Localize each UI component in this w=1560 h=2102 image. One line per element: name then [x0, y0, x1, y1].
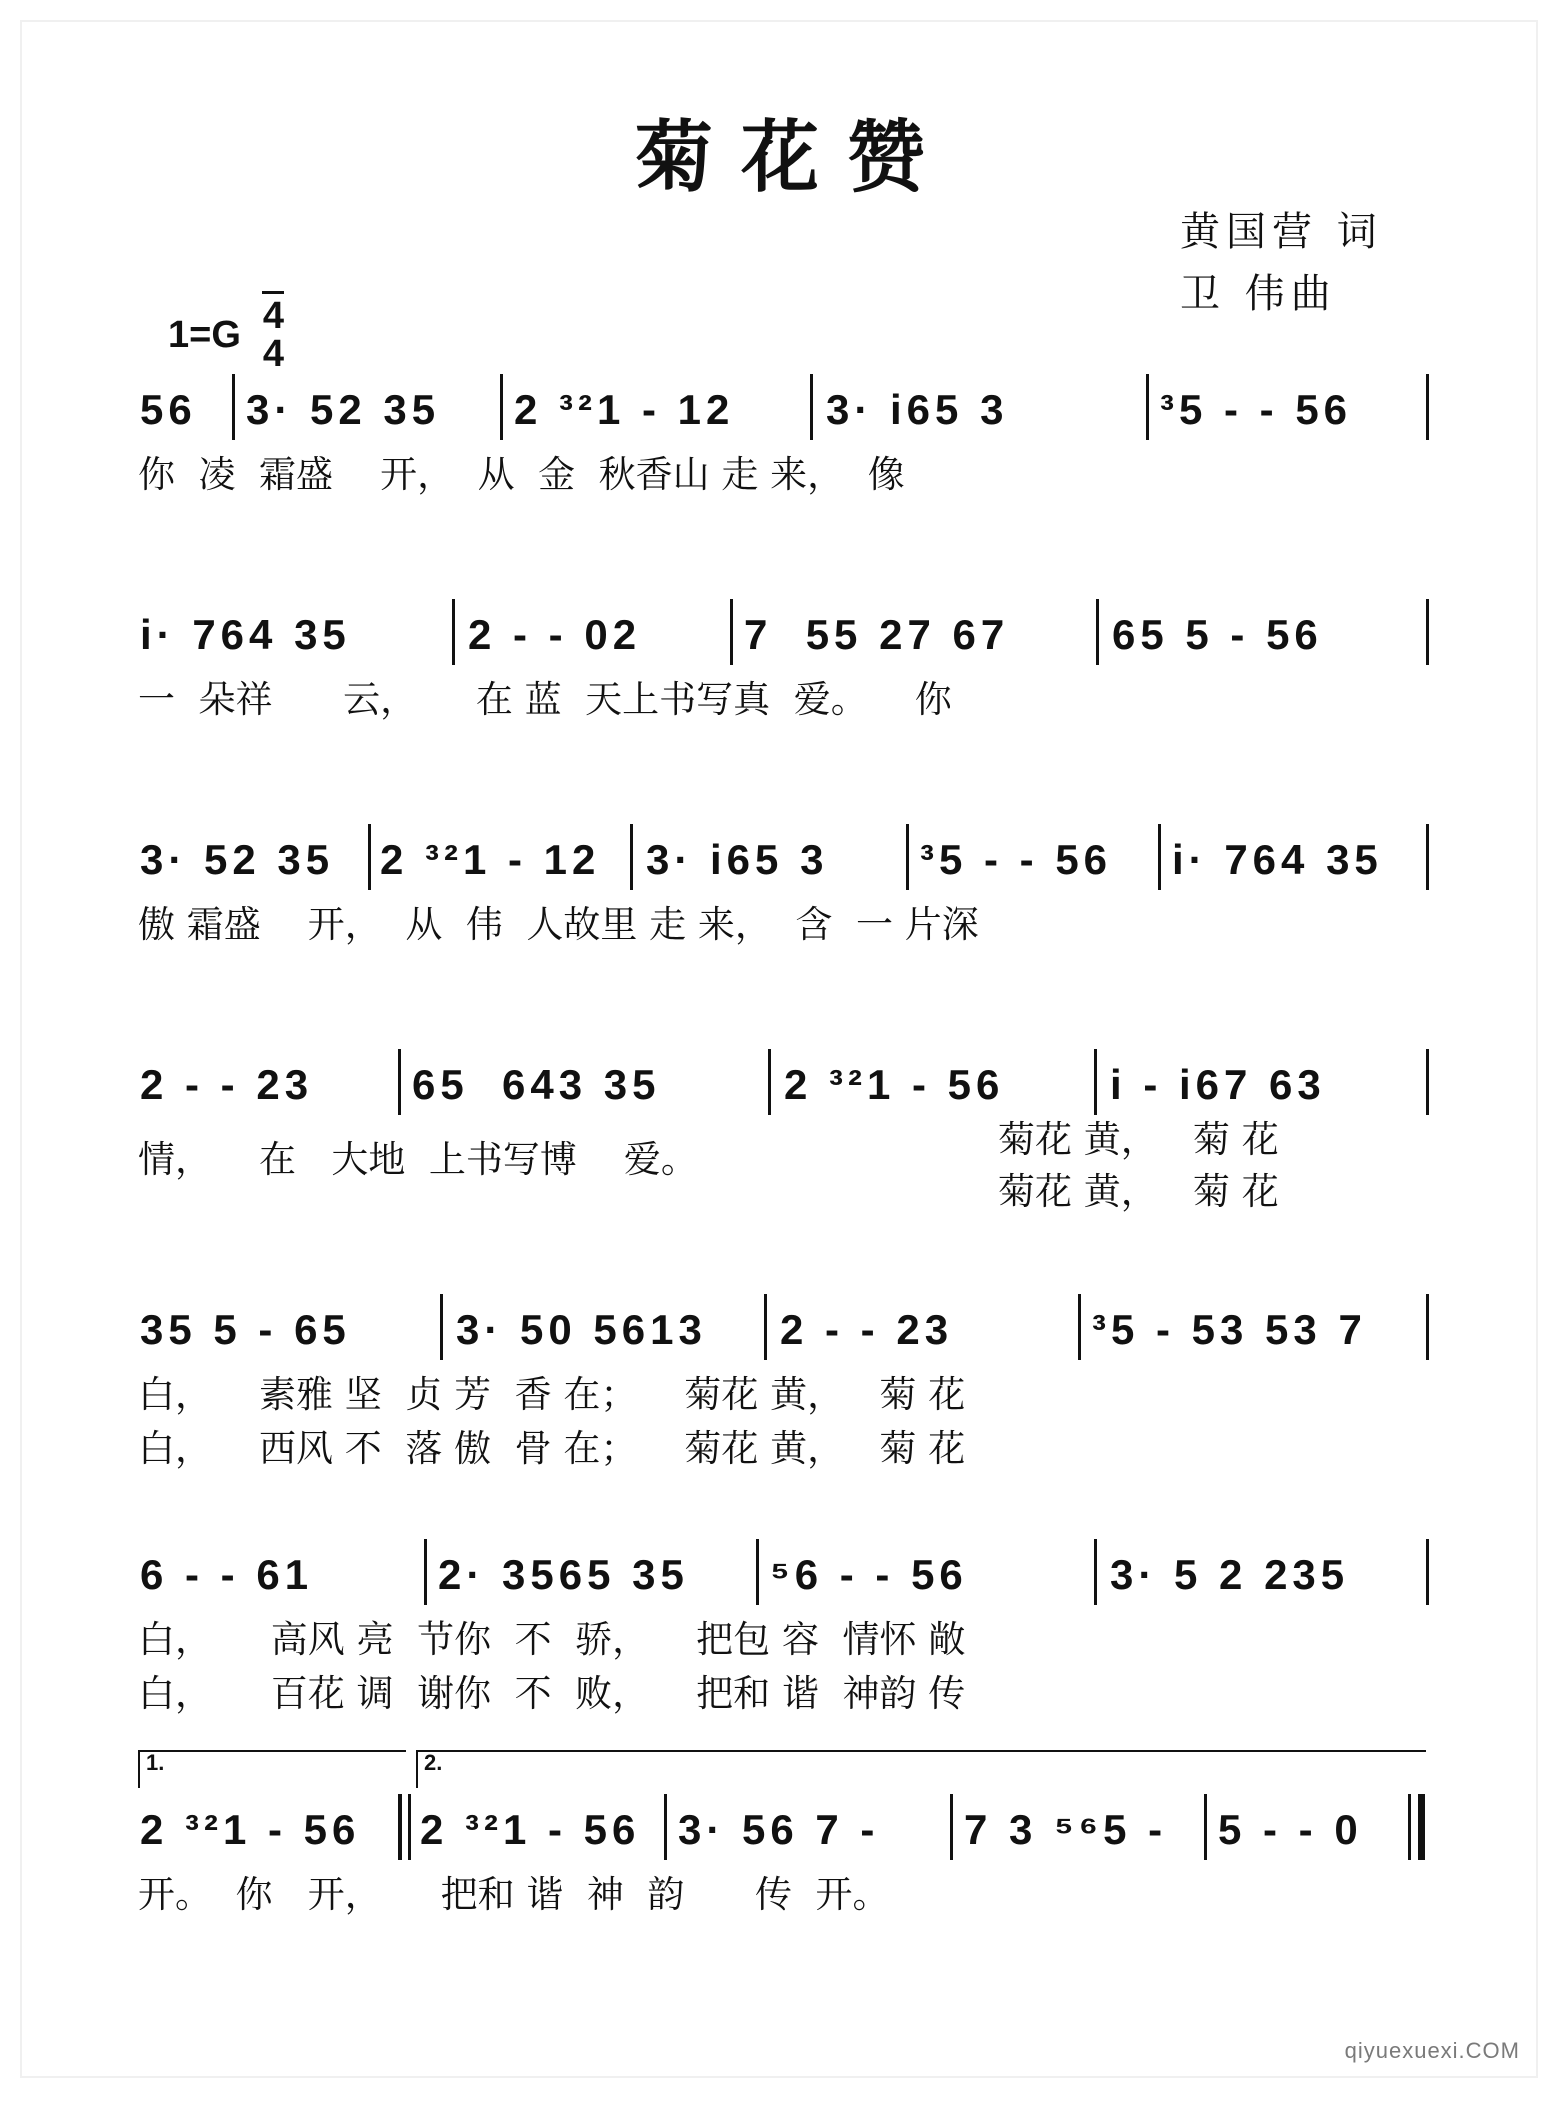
measure: 65 643 35	[412, 1061, 661, 1108]
measure: 3· 52 35	[140, 836, 335, 883]
barline	[1078, 1294, 1081, 1360]
final-barline	[1408, 1794, 1411, 1860]
barline	[398, 1049, 401, 1115]
barline	[756, 1539, 759, 1605]
lyric-line: 一 朵祥 云， 在 蓝 天上书写真 爱。 你	[138, 678, 952, 721]
notation-line	[0, 380, 1560, 440]
notation-line	[0, 830, 1560, 890]
barline	[1426, 1294, 1429, 1360]
lyric-line: 傲 霜盛 开， 从 伟 人故里 走 来， 含 一 片深	[138, 903, 979, 946]
measure: 35 5 - 65	[140, 1306, 351, 1353]
lyric-line: 白， 素雅 坚 贞 芳 香 在； 菊花 黄， 菊 花	[138, 1373, 966, 1416]
barline	[630, 824, 633, 890]
measure: 2 - - 02	[468, 611, 642, 658]
barline	[1426, 1539, 1429, 1605]
time-top: 4	[262, 295, 285, 337]
lyric-line: 白， 西风 不 落 傲 骨 在； 菊花 黄， 菊 花	[138, 1427, 966, 1470]
lyric-line: 开。 你 开， 把和 谐 神 韵 传 开。	[138, 1873, 890, 1916]
measure: 3· i65 3	[646, 836, 829, 883]
measure: 2 ³²1 - 12	[380, 836, 601, 883]
measure: ³5 - - 56	[1160, 386, 1353, 433]
barline	[764, 1294, 767, 1360]
barline	[368, 824, 371, 890]
measure: ⁵6 - - 56	[770, 1551, 968, 1598]
notation-line	[0, 605, 1560, 665]
measure: 2 ³²1 - 12	[514, 386, 735, 433]
barline	[1426, 824, 1429, 890]
barline	[950, 1794, 953, 1860]
lyric-line: 白， 高风 亮 节你 不 骄， 把包 容 情怀 敞	[138, 1618, 966, 1661]
measure: 3· i65 3	[826, 386, 1009, 433]
measure: 2 ³²1 - 56	[140, 1806, 361, 1853]
measure: i· 764 35	[140, 611, 351, 658]
barline	[906, 824, 909, 890]
song-title: 菊花赞	[634, 112, 953, 203]
time-signature	[263, 297, 284, 373]
measure: 2 - - 23	[140, 1061, 314, 1108]
barline	[1094, 1539, 1097, 1605]
measure: 6 - - 61	[140, 1551, 314, 1598]
measure: 3· 56 7 -	[678, 1806, 880, 1853]
time-fraction-bar	[262, 291, 284, 294]
barline	[1426, 1049, 1429, 1115]
barline	[730, 599, 733, 665]
time-bottom: 4	[262, 333, 285, 375]
repeat-barline	[398, 1794, 402, 1860]
measure: 3· 50 5613	[456, 1306, 707, 1353]
measure: 56	[140, 386, 197, 433]
measure: 3· 5 2 235	[1110, 1551, 1350, 1598]
barline	[1146, 374, 1149, 440]
barline	[440, 1294, 443, 1360]
measure: 2 - - 23	[780, 1306, 954, 1353]
barline	[1096, 599, 1099, 665]
measure: ³5 - 53 53 7	[1092, 1306, 1367, 1353]
watermark: qiyuexuexi.COM	[1344, 2038, 1520, 2063]
barline	[1426, 374, 1429, 440]
measure: 2 ³²1 - 56	[784, 1061, 1005, 1108]
lyric-line: 情， 在 大地 上书写博 爱。	[138, 1138, 698, 1181]
repeat-barline	[408, 1794, 411, 1860]
barline	[1094, 1049, 1097, 1115]
lyric-line: 白， 百花 调 谢你 不 败， 把和 谐 神韵 传	[138, 1672, 966, 1715]
key-label: 1=G	[168, 313, 241, 356]
composer-credit: 卫 伟曲	[1180, 271, 1337, 317]
barline	[1426, 599, 1429, 665]
barline	[1158, 824, 1161, 890]
notation-line	[0, 1300, 1560, 1360]
measure: ³5 - - 56	[920, 836, 1113, 883]
measure: i· 764 35	[1172, 836, 1383, 883]
key-signature	[168, 295, 284, 375]
barline	[768, 1049, 771, 1115]
second-ending-bracket: 2.	[416, 1750, 1426, 1788]
notation-line	[0, 1545, 1560, 1605]
final-barline	[1418, 1794, 1425, 1860]
barline	[232, 374, 235, 440]
notation-line	[0, 1800, 1560, 1860]
first-ending-bracket: 1.	[138, 1750, 406, 1788]
measure: 2· 3565 35	[438, 1551, 689, 1598]
measure: 65 5 - 56	[1112, 611, 1323, 658]
measure: i - i67 63	[1110, 1061, 1326, 1108]
barline	[452, 599, 455, 665]
measure: 3· 52 35	[246, 386, 441, 433]
lyric-line: 你 凌 霜盛 开， 从 金 秋香山 走 来， 像	[138, 453, 905, 496]
barline	[424, 1539, 427, 1605]
barline	[1204, 1794, 1207, 1860]
lyric-line: 菊花 黄， 菊 花	[998, 1118, 1279, 1161]
measure: 5 - - 0	[1218, 1806, 1363, 1853]
measure: 2 ³²1 - 56	[420, 1806, 641, 1853]
lyricist-credit: 黄国营 词	[1180, 209, 1383, 255]
measure: 7 3 ⁵⁶5 -	[964, 1806, 1168, 1853]
notation-line	[0, 1055, 1560, 1115]
barline	[500, 374, 503, 440]
lyric-line: 菊花 黄， 菊 花	[998, 1170, 1279, 1213]
measure: 7 55 27 67	[744, 611, 1010, 658]
barline	[810, 374, 813, 440]
barline	[664, 1794, 667, 1860]
